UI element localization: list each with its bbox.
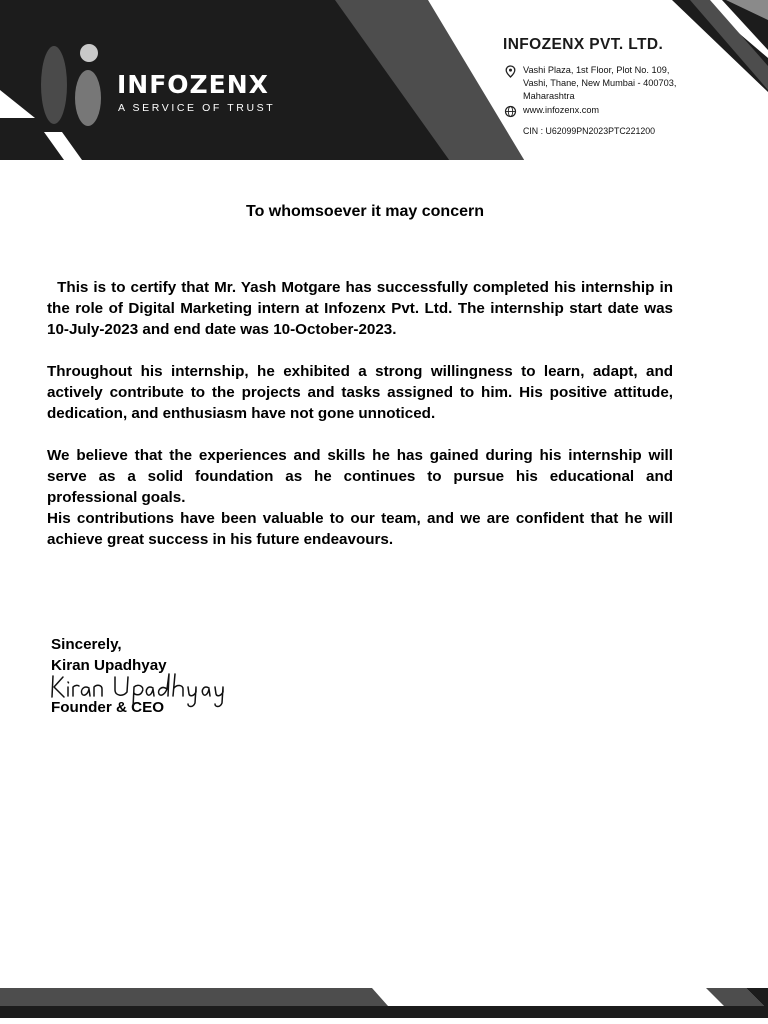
website-row [504,104,719,118]
handwritten-signature [49,670,234,710]
paragraph-text: This is to certify that Mr. Yash Motgare has successfully completed his internship in the role of Digital Marketing intern at Infozenx Pvt. Ltd. The internship start date was 10-July-2023 and end date was 10-October-2023. [47,279,673,338]
company-contact-block [504,64,719,118]
signatory-name: Kiran Upadhyay [51,657,167,674]
letterhead-footer-graphic [0,984,768,1024]
company-cin: CIN : U62099PN2023PTC221200 [523,126,656,136]
address-line: Maharashtra [523,91,575,101]
letter-paragraph [47,277,673,340]
company-website: www.infozenx.com [523,105,600,115]
closing-salutation: Sincerely, [51,636,122,653]
logo-tagline: A SERVICE OF TRUST [118,102,276,114]
company-name: INFOZENX PVT. LTD. [503,36,664,53]
logo-wordmark: INFOZENX [117,70,269,99]
letterhead [0,0,768,185]
address-line: Vashi, Thane, New Mumbai - 400703, [523,78,677,88]
address-line: Vashi Plaza, 1st Floor, Plot No. 109, [523,65,670,75]
address-row [504,64,719,103]
letter-paragraph: Throughout his internship, he exhibited a strong willingness to learn, adapt, and actively contribute to the projects and tasks assigned to him. His positive attitude, dedication, and enthusiasm have not gone unnoticed. [47,363,673,422]
letter-body [47,277,673,550]
location-pin-icon [504,65,517,78]
letter-paragraph: His contributions have been valuable to our team, and we are confident that he will achieve great success in his future endeavours. [47,510,673,548]
infozenx-logo-mark [40,42,106,128]
letter-title: To whomsoever it may concern [246,203,484,220]
letter-paragraph: We believe that the experiences and skills he has gained during his internship will serve as a solid foundation as he continues to pursue his educational and professional goals. [47,447,673,506]
globe-icon [504,105,517,118]
company-address [523,64,676,103]
signatory-title: Founder & CEO [51,699,165,716]
